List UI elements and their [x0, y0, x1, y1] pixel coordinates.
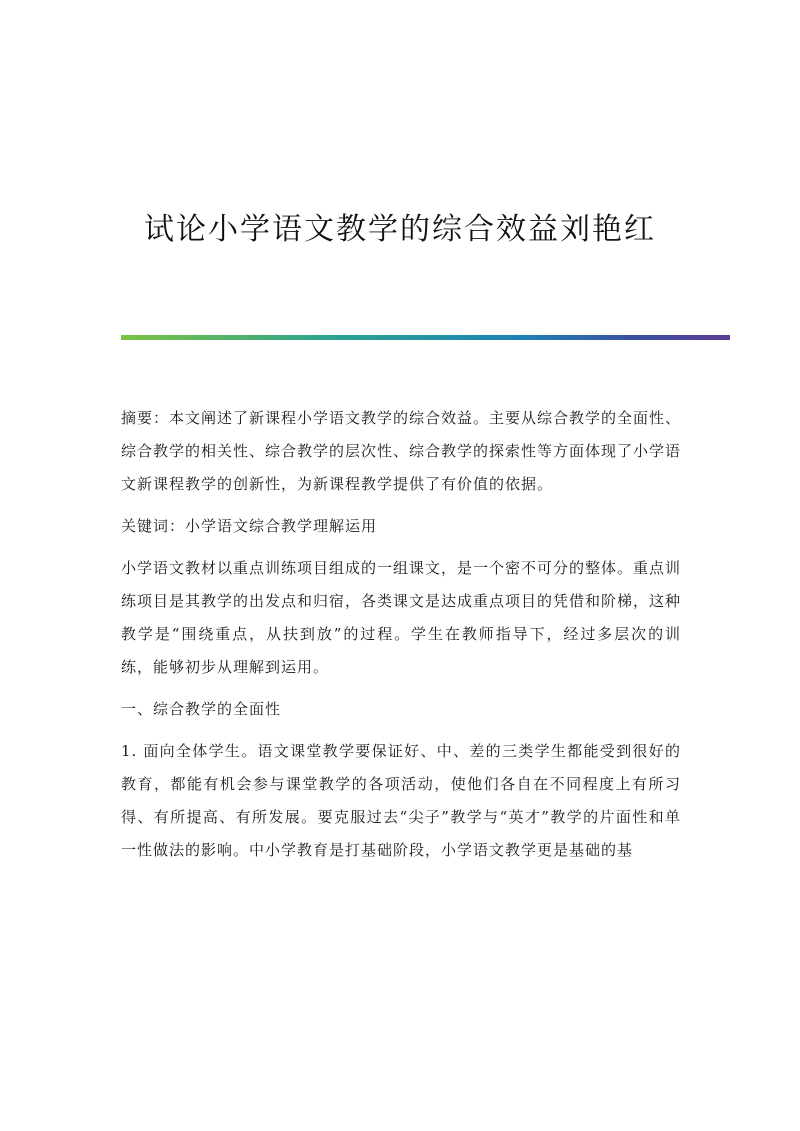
keywords-paragraph: 关键词：小学语文综合教学理解运用: [121, 517, 378, 535]
page-title: 试论小学语文教学的综合效益刘艳红: [144, 212, 656, 248]
title-divider: [121, 335, 730, 340]
document-body: [121, 402, 681, 876]
body-paragraph-1: 1. 面向全体学生。语文课堂教学要保证好、中、差的三类学生都能受到很好的教育，都能有机会参与课堂教学的各项活动，使他们各自在不同程度上有所习得、有所提高、有所发展。要克服过去“尖子”教学与“英才”教学的片面性和单一性做法的影响。中小学教育是打基础阶段，小学语文教学更是基础的基: [121, 742, 681, 859]
section-heading-1: 一、综合教学的全面性: [121, 700, 282, 718]
abstract-paragraph: 摘要：本文阐述了新课程小学语文教学的综合效益。主要从综合教学的全面性、综合教学的相关性、综合教学的层次性、综合教学的探索性等方面体现了小学语文新课程教学的创新性，为新课程教学提供了有价值的依据。: [121, 409, 682, 493]
body-paragraph-intro: 小学语文教材以重点训练项目组成的一组课文，是一个密不可分的整体。重点训练项目是其教学的出发点和归宿，各类课文是达成重点项目的凭借和阶梯，这种教学是“围绕重点，从扶到放”的过程。学生在教师指导下，经过多层次的训练，能够初步从理解到运用。: [121, 559, 682, 676]
